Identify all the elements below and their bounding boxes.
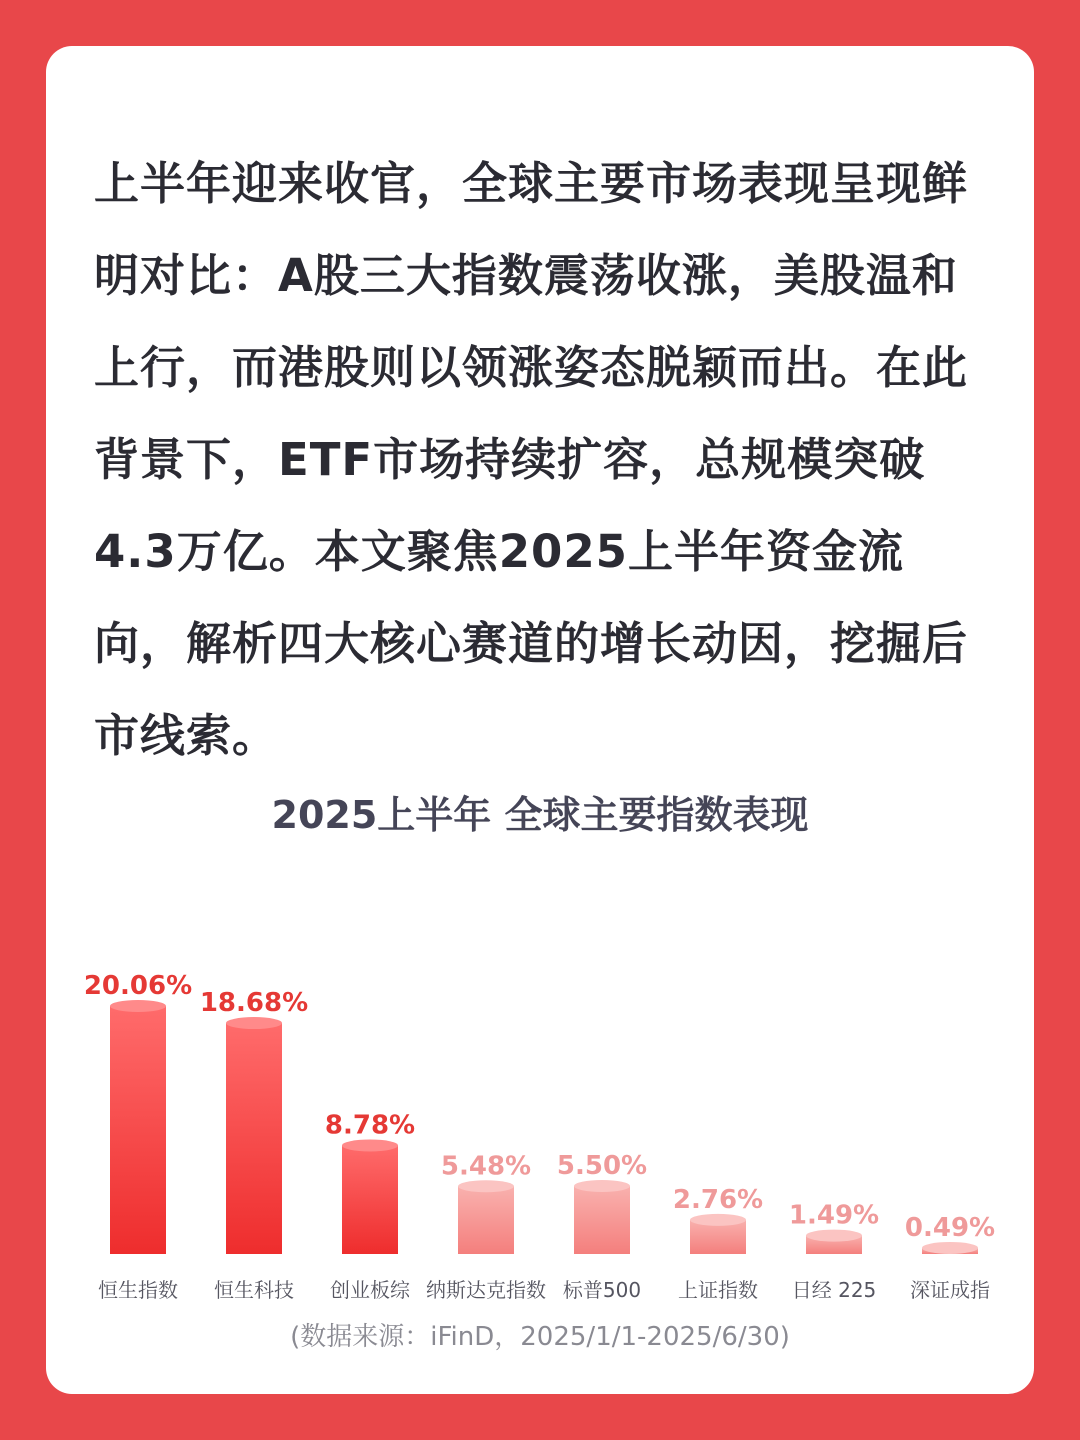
content-card xyxy=(46,46,1034,1394)
intro-paragraph: 上半年迎来收官，全球主要市场表现呈现鲜明对比：A股三大指数震荡收涨，美股温和上行，而港股则以领涨姿态脱颖而出。在此背景下，ETF市场持续扩容，总规模突破4.3万亿。本文聚焦2025上半年资金流向，解析四大核心赛道的增长动因，挖掘后市线索。 xyxy=(94,157,969,762)
chart-title: 2025上半年 全球主要指数表现 xyxy=(271,793,809,837)
bar-value-label: 18.68% xyxy=(199,988,309,1019)
bar xyxy=(574,1186,630,1254)
category-label: 创业板综 xyxy=(330,1278,410,1302)
bar-cap xyxy=(806,1230,862,1242)
category-label: 上证指数 xyxy=(678,1278,758,1302)
bar-cap xyxy=(690,1214,746,1226)
bar xyxy=(110,1006,166,1254)
bar-cap xyxy=(342,1139,398,1151)
bar xyxy=(342,1145,398,1254)
bar-value-label: 0.49% xyxy=(904,1212,996,1243)
bar xyxy=(458,1186,514,1254)
bar-cap xyxy=(458,1180,514,1192)
category-label: 纳斯达克指数 xyxy=(426,1278,546,1302)
bar-cap xyxy=(574,1180,630,1192)
bar-cap xyxy=(226,1017,282,1029)
bar-value-label: 2.76% xyxy=(672,1184,764,1215)
bar xyxy=(226,1023,282,1254)
bar-value-label: 1.49% xyxy=(788,1200,880,1231)
bar-chart xyxy=(46,906,1034,1306)
category-label: 深证成指 xyxy=(910,1278,990,1302)
category-label: 标普500 xyxy=(562,1278,642,1302)
bar-value-label: 8.78% xyxy=(324,1110,416,1141)
category-label: 日经 225 xyxy=(791,1278,877,1302)
category-label: 恒生指数 xyxy=(98,1278,178,1302)
bar-value-label: 5.50% xyxy=(556,1151,648,1182)
bar-value-label: 20.06% xyxy=(83,971,193,1001)
bar-cap xyxy=(922,1242,978,1254)
data-source-note: (数据来源：iFinD，2025/1/1-2025/6/30) xyxy=(290,1322,790,1352)
bar-cap xyxy=(110,1000,166,1012)
bar-value-label: 5.48% xyxy=(440,1151,532,1182)
category-label: 恒生科技 xyxy=(214,1278,294,1302)
